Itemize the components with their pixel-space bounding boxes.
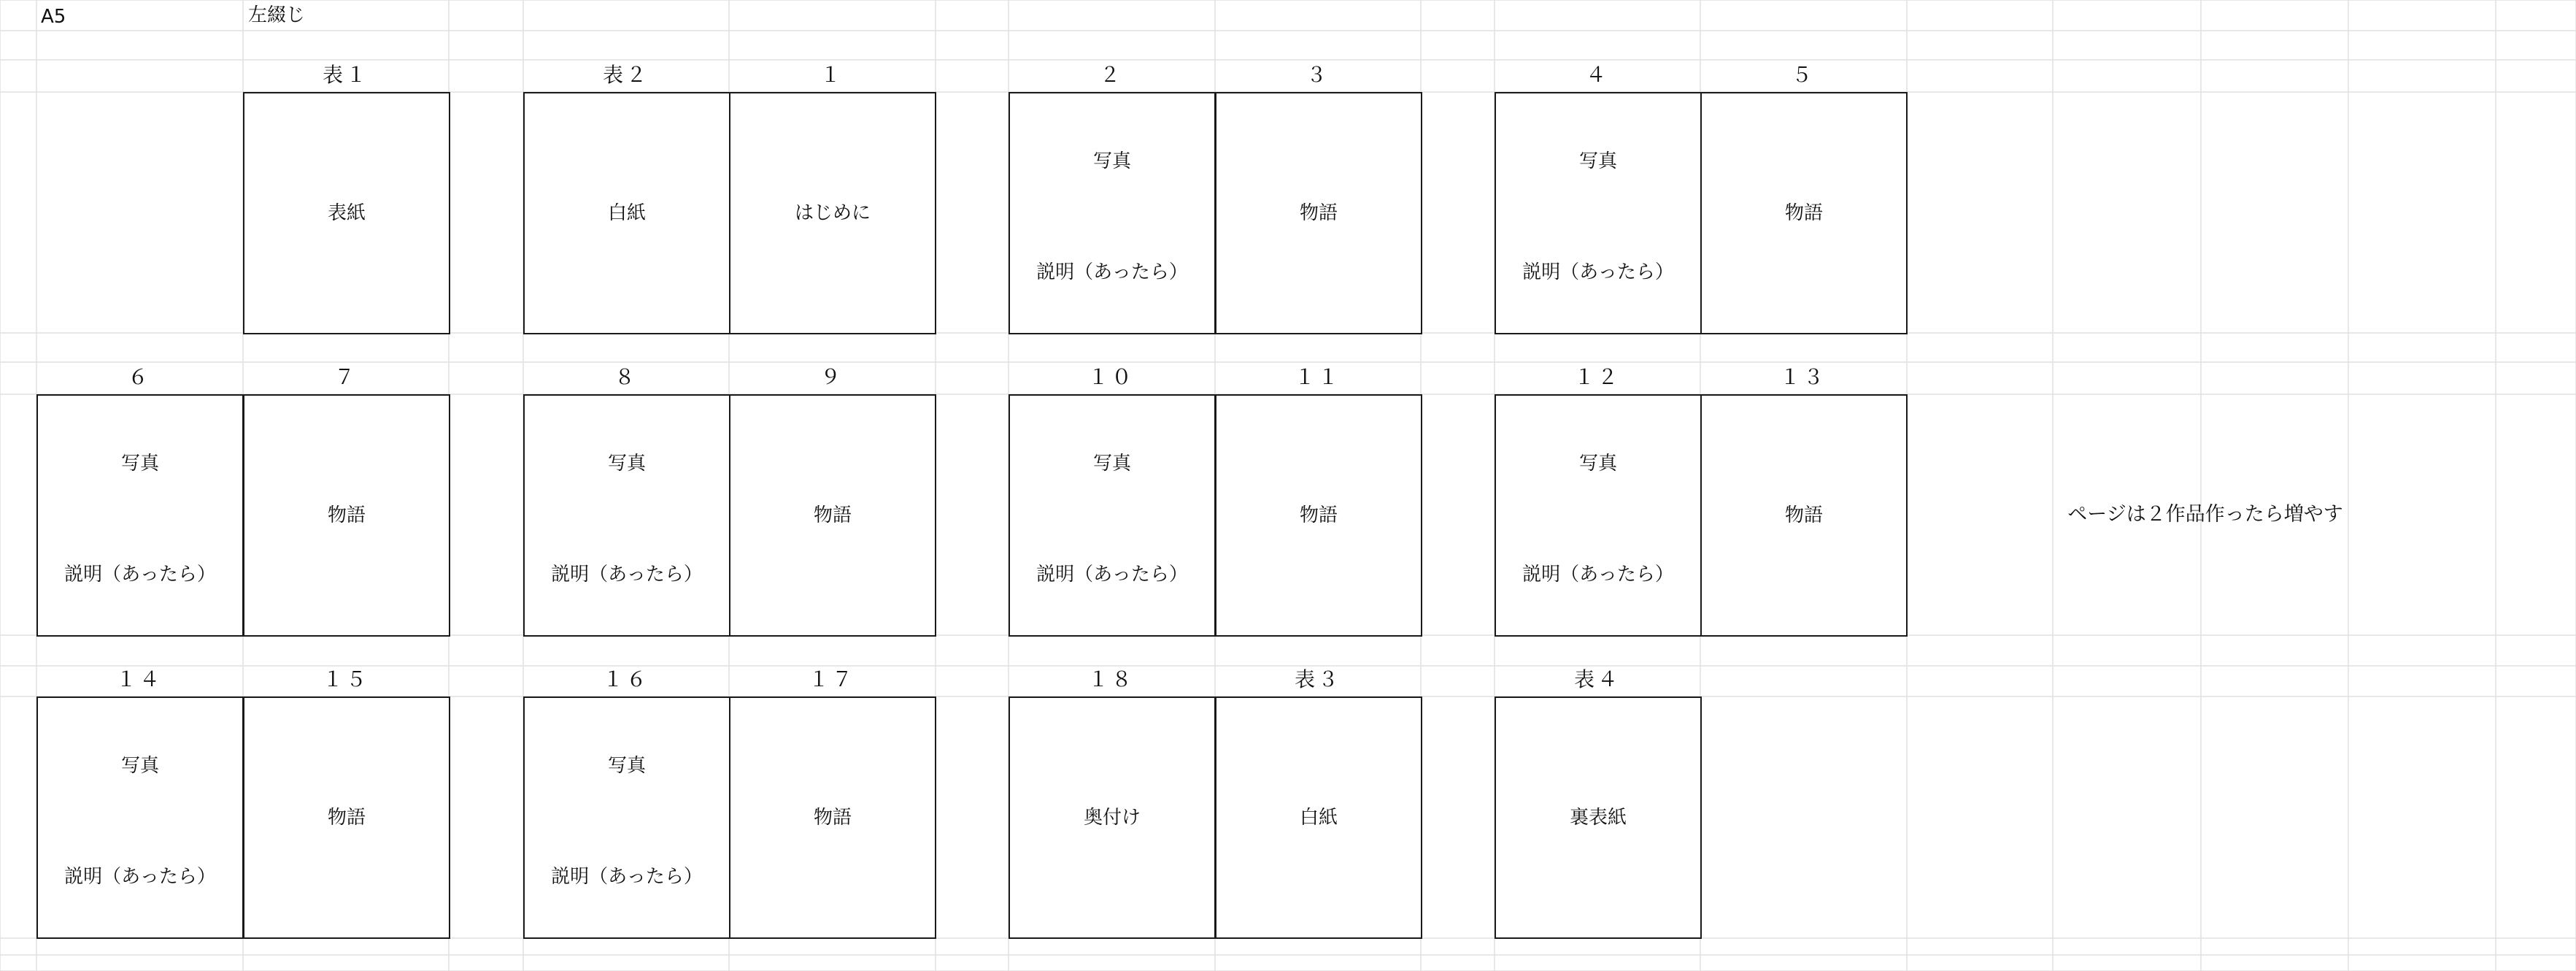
page-box[interactable] — [523, 394, 730, 637]
note-cell[interactable]: ページは２作品作ったら増やす — [2067, 503, 2343, 526]
page-photo-label: 写真 — [1578, 453, 1617, 475]
page-box[interactable] — [523, 92, 730, 334]
page-number-label[interactable]: ２ — [1099, 63, 1123, 87]
page-caption-label: 説明（あったら） — [1036, 564, 1188, 586]
page-caption-label: 説明（あったら） — [64, 866, 216, 888]
page-caption-label: 説明（あったら） — [1036, 261, 1188, 283]
page-content-label: 物語 — [327, 807, 366, 829]
cell-binding[interactable]: 左綴じ — [248, 4, 306, 26]
page-box[interactable] — [1009, 394, 1216, 637]
page-number-label[interactable]: ５ — [1791, 63, 1815, 87]
page-number-label[interactable]: 表１ — [322, 63, 369, 87]
page-box[interactable] — [729, 92, 936, 334]
page-content-label: 裏表紙 — [1569, 807, 1627, 829]
page-number-label[interactable]: 表４ — [1573, 667, 1621, 691]
page-content-label: 物語 — [1299, 202, 1338, 224]
page-box[interactable] — [243, 394, 450, 637]
page-box[interactable] — [1700, 394, 1908, 637]
page-box[interactable] — [1215, 394, 1422, 637]
page-content-label: 物語 — [327, 504, 366, 526]
page-photo-label: 写真 — [607, 453, 646, 475]
page-photo-label: 写真 — [120, 755, 159, 777]
page-content-label: 白紙 — [607, 202, 646, 224]
page-content-label: 奥付け — [1083, 807, 1141, 829]
page-caption-label: 説明（あったら） — [551, 866, 703, 888]
page-content-label: 物語 — [813, 504, 852, 526]
page-content-label: 物語 — [1784, 504, 1823, 526]
page-number-label[interactable]: １６ — [602, 667, 649, 691]
page-box[interactable] — [729, 696, 936, 939]
page-number-label[interactable]: ４ — [1585, 63, 1609, 87]
page-photo-label: 写真 — [1092, 150, 1131, 172]
page-number-label[interactable]: １ — [820, 63, 844, 87]
page-number-label[interactable]: １３ — [1779, 365, 1827, 389]
page-number-label[interactable]: ６ — [127, 365, 151, 389]
page-box[interactable] — [36, 696, 244, 939]
page-box[interactable] — [1495, 92, 1702, 334]
page-number-label[interactable]: 表２ — [602, 63, 649, 87]
page-photo-label: 写真 — [120, 453, 159, 475]
page-photo-label: 写真 — [1092, 453, 1131, 475]
page-box[interactable] — [243, 696, 450, 939]
page-content-label: 表紙 — [327, 202, 366, 224]
page-number-label[interactable]: 表３ — [1294, 667, 1341, 691]
page-box[interactable] — [1009, 696, 1216, 939]
page-number-label[interactable]: ９ — [820, 365, 844, 389]
page-content-label: はじめに — [794, 202, 871, 224]
page-number-label[interactable]: １４ — [115, 667, 163, 691]
page-caption-label: 説明（あったら） — [551, 564, 703, 586]
page-number-label[interactable]: ３ — [1306, 63, 1330, 87]
page-number-label[interactable]: １５ — [322, 667, 369, 691]
cell-paper-size[interactable]: A5 — [41, 6, 66, 28]
page-number-label[interactable]: ８ — [614, 365, 638, 389]
page-content-label: 物語 — [813, 807, 852, 829]
page-number-label[interactable]: １２ — [1573, 365, 1621, 389]
page-box[interactable] — [729, 394, 936, 637]
page-box[interactable] — [523, 696, 730, 939]
page-box[interactable] — [1495, 696, 1702, 939]
page-box[interactable] — [1495, 394, 1702, 637]
page-box[interactable] — [1215, 92, 1422, 334]
page-number-label[interactable]: １８ — [1087, 667, 1135, 691]
page-content-label: 物語 — [1299, 504, 1338, 526]
page-box[interactable] — [1700, 92, 1908, 334]
page-box[interactable] — [1009, 92, 1216, 334]
page-caption-label: 説明（あったら） — [1522, 261, 1674, 283]
page-caption-label: 説明（あったら） — [1522, 564, 1674, 586]
page-number-label[interactable]: １７ — [808, 667, 855, 691]
page-number-label[interactable]: １１ — [1294, 365, 1341, 389]
page-caption-label: 説明（あったら） — [64, 564, 216, 586]
page-content-label: 白紙 — [1299, 807, 1338, 829]
page-content-label: 物語 — [1784, 202, 1823, 224]
page-box[interactable] — [1215, 696, 1422, 939]
page-number-label[interactable]: ７ — [333, 365, 358, 389]
page-photo-label: 写真 — [607, 755, 646, 777]
page-photo-label: 写真 — [1578, 150, 1617, 172]
page-box[interactable] — [243, 92, 450, 334]
page-box[interactable] — [36, 394, 244, 637]
page-number-label[interactable]: １０ — [1087, 365, 1135, 389]
